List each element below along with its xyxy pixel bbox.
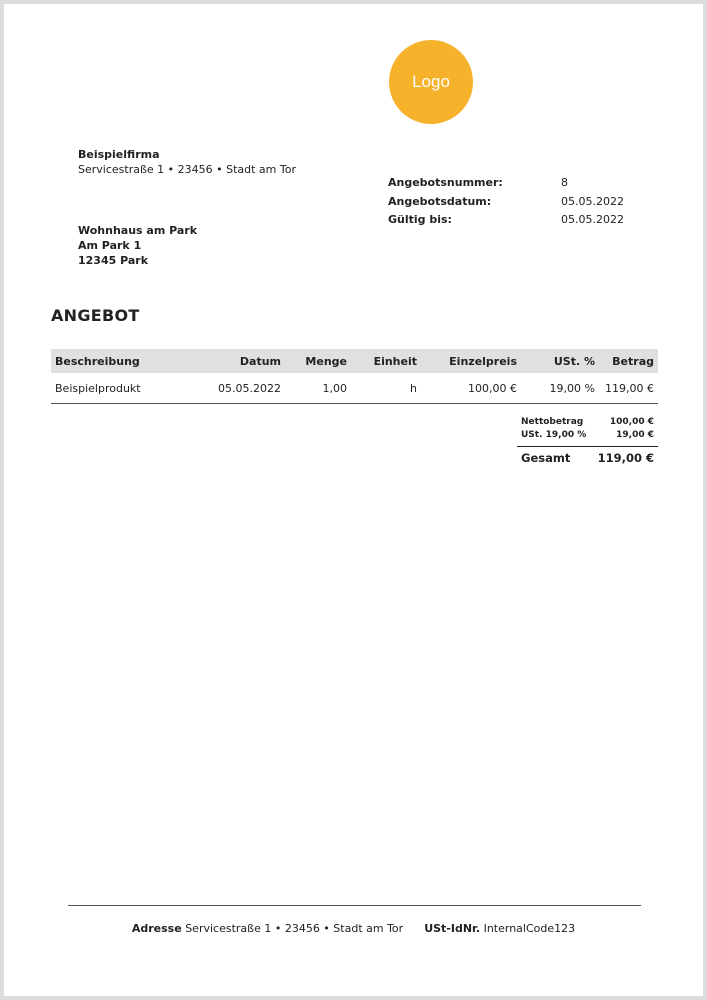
tax-amount-row <box>517 429 658 442</box>
cell-unit: h <box>351 373 421 404</box>
header-unit-price: Einzelpreis <box>421 349 521 373</box>
offer-number-row <box>388 176 624 195</box>
footer-address-value: Servicestraße 1 • 23456 • Stadt am Tor <box>185 922 404 935</box>
offer-date-row <box>388 195 624 214</box>
table-row <box>51 373 658 404</box>
grand-total-value: 119,00 € <box>597 451 654 465</box>
cell-description: Beispielprodukt <box>51 373 199 404</box>
footer-divider <box>68 905 641 906</box>
sender-block <box>78 147 296 177</box>
offer-number-label: Angebotsnummer: <box>388 176 503 189</box>
valid-until-row <box>388 213 624 232</box>
footer-vat-label: USt-IdNr. <box>424 922 481 935</box>
cell-quantity: 1,00 <box>285 373 351 404</box>
logo-text: Logo <box>412 72 450 91</box>
cell-unit-price: 100,00 € <box>421 373 521 404</box>
totals-block <box>517 416 658 469</box>
net-amount-row <box>517 416 658 429</box>
table-header-row <box>51 349 658 373</box>
footer-address-label: Adresse <box>131 922 182 935</box>
cell-date: 05.05.2022 <box>199 373 285 404</box>
footer <box>4 922 703 935</box>
tax-amount-value: 19,00 € <box>616 430 654 440</box>
header-unit: Einheit <box>351 349 421 373</box>
net-amount-label: Nettobetrag <box>521 417 584 427</box>
company-logo <box>389 40 473 124</box>
net-amount-value: 100,00 € <box>609 417 654 427</box>
tax-amount-label: USt. 19,00 % <box>521 430 587 440</box>
cell-amount: 119,00 € <box>599 373 658 404</box>
cell-tax-rate: 19,00 % <box>521 373 599 404</box>
document-title: ANGEBOT <box>51 306 140 325</box>
header-quantity: Menge <box>285 349 351 373</box>
sender-address: Servicestraße 1 • 23456 • Stadt am Tor <box>78 163 296 176</box>
line-items-table <box>51 349 658 404</box>
sender-name: Beispielfirma <box>78 148 160 161</box>
offer-number-value: 8 <box>561 176 568 189</box>
valid-until-label: Gültig bis: <box>388 213 452 226</box>
recipient-name: Wohnhaus am Park <box>78 224 198 237</box>
recipient-city: 12345 Park <box>78 254 149 267</box>
header-tax-rate: USt. % <box>521 349 599 373</box>
offer-date-label: Angebotsdatum: <box>388 194 492 208</box>
offer-date-value: 05.05.2022 <box>561 194 624 208</box>
header-description: Beschreibung <box>51 349 199 373</box>
footer-vat-value: InternalCode123 <box>483 922 576 935</box>
grand-total-label: Gesamt <box>521 451 571 465</box>
offer-meta <box>388 176 624 232</box>
recipient-block <box>78 223 197 268</box>
header-date: Datum <box>199 349 285 373</box>
recipient-street: Am Park 1 <box>78 239 142 252</box>
document-page <box>4 4 703 996</box>
valid-until-value: 05.05.2022 <box>561 213 624 226</box>
grand-total-row <box>517 446 658 469</box>
header-amount: Betrag <box>599 349 658 373</box>
